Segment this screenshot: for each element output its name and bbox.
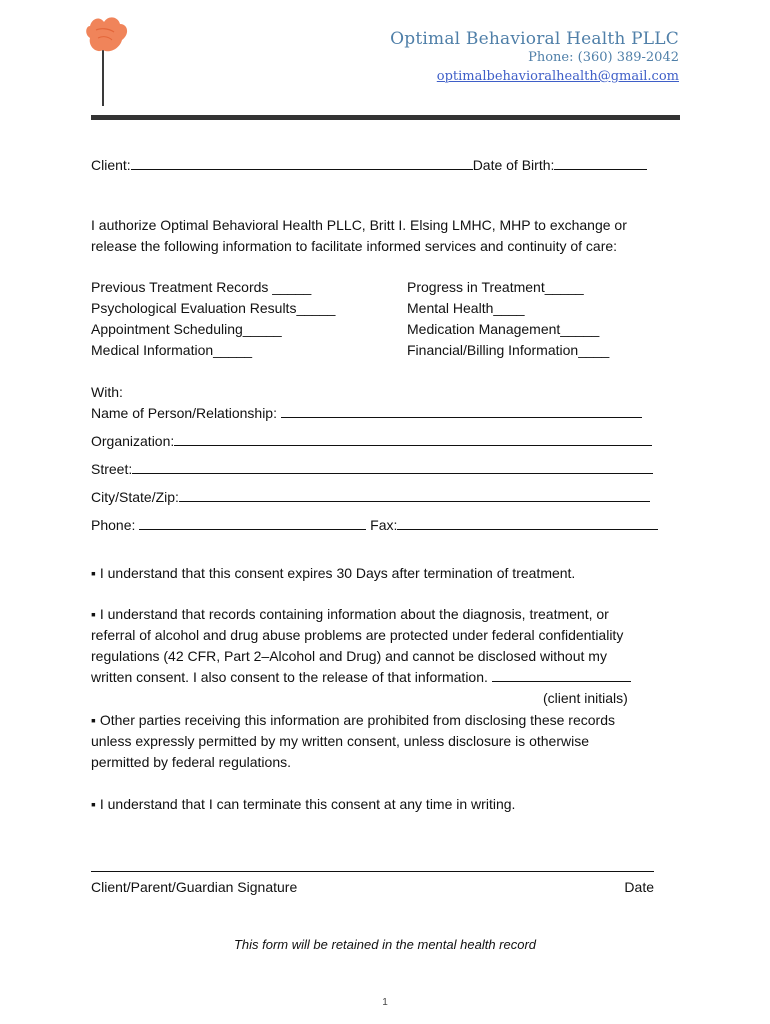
statement-confidentiality-line-1: ▪ I understand that records containing information about the diagnosis, treatment, or [91,606,609,622]
client-row [91,156,647,174]
organization-field[interactable] [174,432,652,446]
org-email-link[interactable]: optimalbehavioralhealth@gmail.com [436,69,679,84]
info-item-progress-in-treatment[interactable]: Progress in Treatment_____ [407,279,584,295]
info-item-financial-billing[interactable]: Financial/Billing Information____ [407,342,610,358]
page-number: 1 [382,997,388,1008]
with-label: With: [91,384,123,400]
signature-label: Client/Parent/Guardian Signature [91,879,298,895]
street-row [91,460,653,478]
info-item-medical-information[interactable]: Medical Information_____ [91,342,253,358]
client-initials-label: (client initials) [543,690,628,706]
dob-label: Date of Birth: [472,157,555,173]
header-divider [91,115,680,120]
city-field[interactable] [179,488,650,502]
fax-field[interactable] [397,516,658,530]
date-label: Date [624,879,654,895]
street-field[interactable] [132,460,653,474]
org-name: Optimal Behavioral Health PLLC [390,29,679,49]
consent-release-text: written consent. I also consent to the release of that information. [91,669,488,685]
org-phone: Phone: (360) 389-2042 [528,50,679,65]
fax-label: Fax: [370,517,398,533]
info-item-mental-health[interactable]: Mental Health____ [407,300,525,316]
authorization-line-1: I authorize Optimal Behavioral Health PLLC, Britt I. Elsing LMHC, MHP to exchange or [91,217,627,233]
city-label: City/State/Zip: [91,489,179,505]
street-label: Street: [91,461,133,477]
phone-field[interactable] [139,516,366,530]
client-initials-field[interactable] [492,668,631,682]
city-row [91,488,650,506]
organization-row [91,432,652,450]
statement-termination: ▪ I understand that I can terminate this consent at any time in writing. [91,796,516,812]
organization-label: Organization: [91,433,175,449]
info-item-medication-management[interactable]: Medication Management_____ [407,321,600,337]
authorization-line-2: release the following information to facilitate informed services and continuity of care: [91,238,618,254]
statement-third-party-line-1: ▪ Other parties receiving this information are prohibited from disclosing these records [91,712,615,728]
client-name-field[interactable] [131,156,473,170]
poppy-flower-icon [86,16,132,108]
info-item-previous-treatment[interactable]: Previous Treatment Records _____ [91,279,312,295]
statement-confidentiality-line-3: regulations (42 CFR, Part 2–Alcohol and Drug) and cannot be disclosed without my [91,648,607,664]
person-label: Name of Person/Relationship: [91,405,277,421]
dob-field[interactable] [554,156,647,170]
statement-third-party-line-3: permitted by federal regulations. [91,754,291,770]
person-row [91,404,642,422]
retention-note: This form will be retained in the mental health record [233,937,537,952]
phone-label: Phone: [91,517,136,533]
info-item-appointment-scheduling[interactable]: Appointment Scheduling_____ [91,321,282,337]
person-field[interactable] [281,404,642,418]
signature-line[interactable] [91,871,654,872]
statement-third-party-line-2: unless expressly permitted by my written consent, unless disclosure is otherwise [91,733,589,749]
statement-confidentiality-line-4 [91,668,631,686]
statement-expiry: ▪ I understand that this consent expires 30 Days after termination of treatment. [91,565,576,581]
statement-confidentiality-line-2: referral of alcohol and drug abuse problems are protected under federal confidentiality [91,627,624,643]
info-item-psych-evaluation[interactable]: Psychological Evaluation Results_____ [91,300,336,316]
client-label: Client: [91,157,131,173]
phone-fax-row [91,516,658,534]
